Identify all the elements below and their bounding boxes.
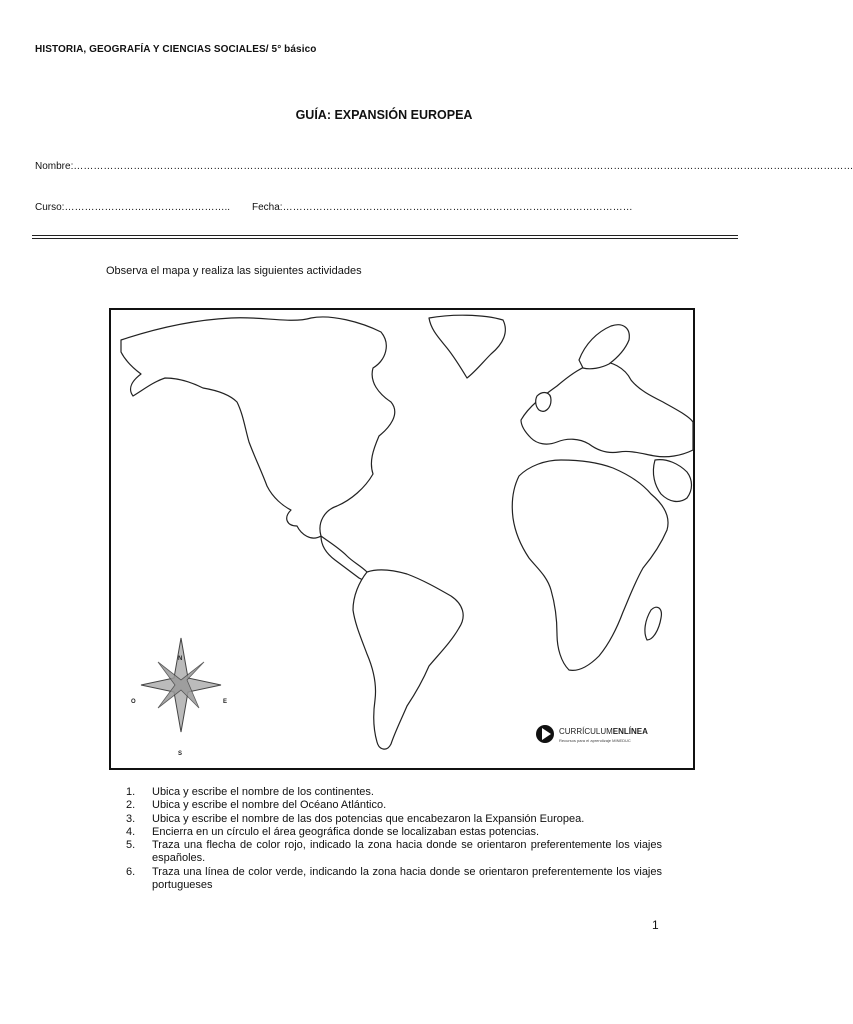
list-item: 2. Ubica y escribe el nombre del Océano Atlántico. bbox=[126, 799, 387, 812]
north-america-outline bbox=[121, 317, 395, 538]
list-item: 5. Traza una flecha de color rojo, indicado la zona hacia donde se orientaron preferentemente los viajes españoles. bbox=[126, 839, 662, 865]
logo-brand: CURRÍCULUMENLÍNEA bbox=[559, 727, 648, 736]
list-item: 1. Ubica y escribe el nombre de los continentes. bbox=[126, 786, 374, 798]
instruction-text: Observa el mapa y realiza las siguientes actividades bbox=[106, 265, 362, 277]
fecha-field[interactable] bbox=[252, 202, 633, 213]
compass-west-label: O bbox=[131, 699, 136, 705]
arabia-outline bbox=[653, 460, 691, 502]
curso-label: Curso: bbox=[35, 202, 65, 213]
curriculum-logo bbox=[536, 725, 648, 743]
south-america-outline bbox=[353, 570, 463, 749]
madagascar-outline bbox=[645, 607, 661, 640]
page-title: GUÍA: EXPANSIÓN EUROPEA bbox=[295, 108, 473, 122]
compass-north-label: N bbox=[178, 656, 183, 662]
compass-east-label: E bbox=[223, 699, 228, 705]
world-map-outline bbox=[111, 310, 693, 768]
nombre-dots: ……………………………………………………………………………………………………………………………………………………………………………………………………………… bbox=[73, 161, 853, 172]
page-number: 1 bbox=[652, 918, 659, 932]
scandinavia-outline bbox=[579, 325, 629, 369]
list-item: 3. Ubica y escribe el nombre de las dos potencias que encabezaron la Expansión Europea. bbox=[126, 812, 585, 825]
compass-south-label: S bbox=[178, 751, 183, 757]
compass-rose bbox=[131, 638, 227, 757]
activity-list bbox=[126, 786, 662, 892]
list-item: 4. Encierra en un círculo el área geográfica donde se localizaban estas potencias. bbox=[126, 825, 540, 838]
subject-header: HISTORIA, GEOGRAFÍA Y CIENCIAS SOCIALES/ 5° básico bbox=[35, 44, 317, 55]
british-isles-outline bbox=[536, 393, 551, 412]
divider-line bbox=[32, 235, 738, 236]
fecha-dots: …………………………………………………………………………………………… bbox=[282, 202, 633, 213]
curso-dots: ………………………………………….. bbox=[64, 202, 231, 213]
curso-field[interactable] bbox=[35, 202, 245, 213]
africa-outline bbox=[512, 460, 668, 670]
divider-line bbox=[32, 238, 738, 239]
logo-tagline: Recursos para el aprendizaje MINEDUC bbox=[559, 738, 631, 743]
nombre-field[interactable] bbox=[35, 161, 853, 172]
central-america-outline bbox=[321, 536, 368, 580]
greenland-outline bbox=[429, 315, 505, 378]
fecha-label: Fecha: bbox=[252, 202, 283, 213]
nombre-label: Nombre: bbox=[35, 161, 74, 172]
list-item: 6. Traza una línea de color verde, indicando la zona hacia donde se orientaron preferentemente los viajes portugueses bbox=[126, 865, 662, 892]
world-map bbox=[109, 308, 695, 770]
